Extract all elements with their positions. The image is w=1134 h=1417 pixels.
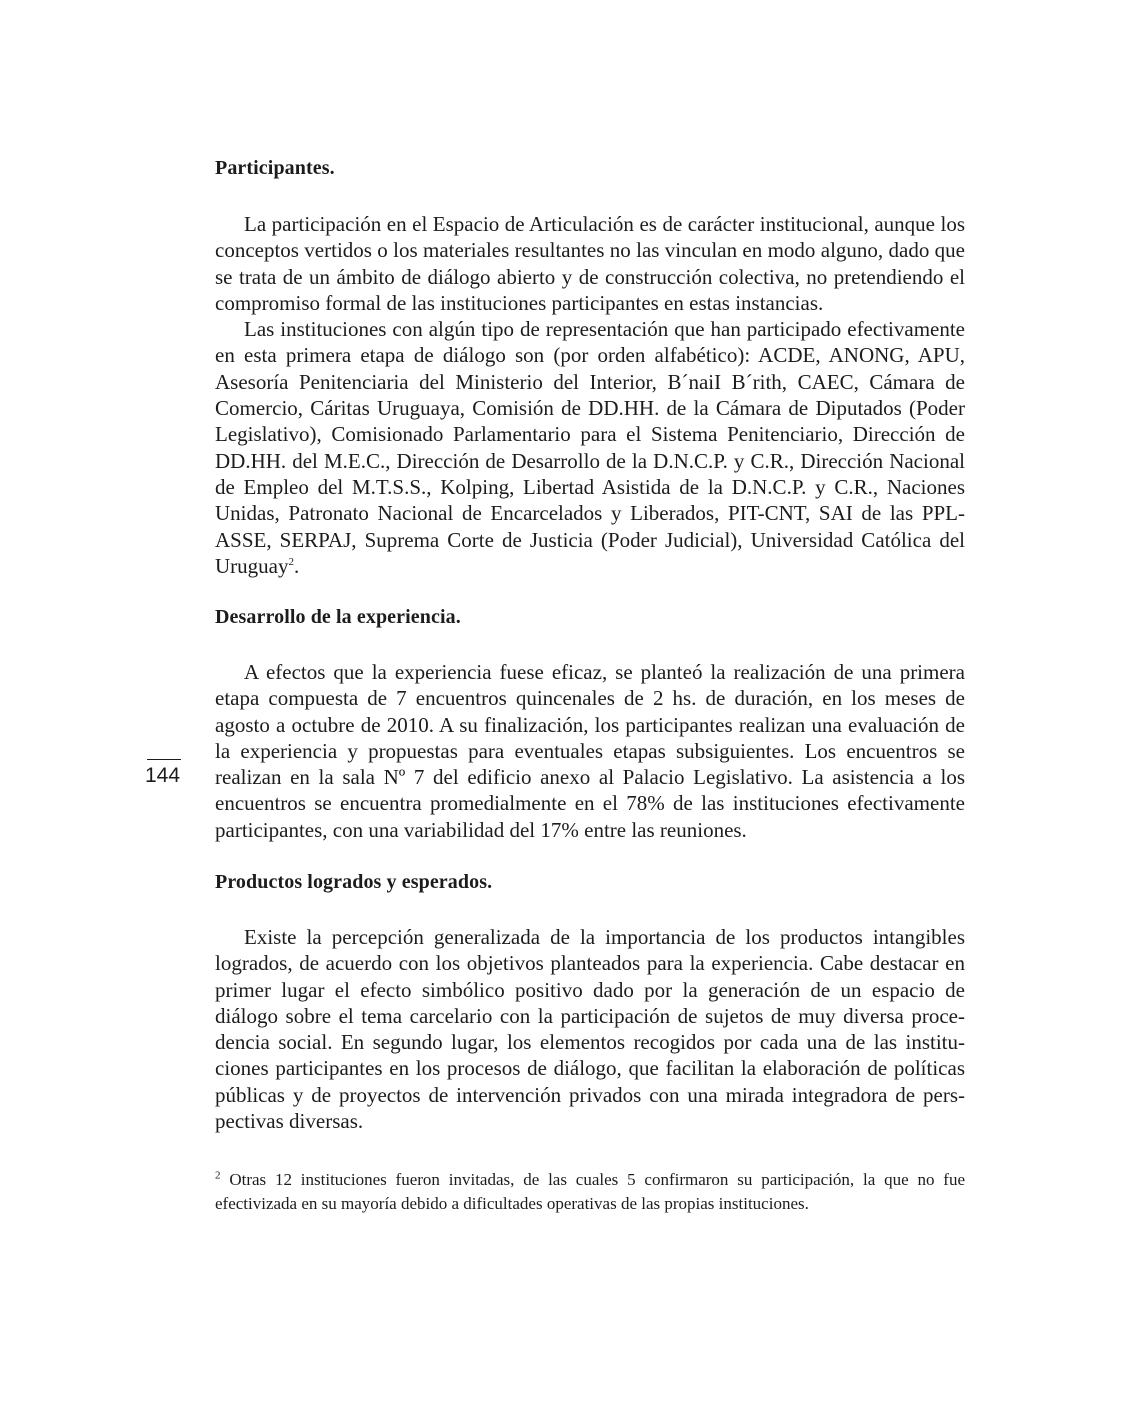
paragraph: A efectos que la experiencia fuese eficaz, se planteó la realización de una primera etapa compuesta de 7 encuentros quincenales de 2 hs. de duración, en los meses de agosto a octubre de 2010. A su finalización, los participantes realizan una evaluación de la experiencia y propuestas para eventuales etapas subsiguientes. Los encuentros se realizan en la sala Nº 7 del edificio anexo al Palacio Legislativo. La asistencia a los encuentros se encuentra promedialmente en el 78% de las instituciones efectivamente participantes, con una variabilidad del 17% entre las reuniones. [215, 660, 965, 842]
section-body-desarrollo [215, 659, 965, 843]
paragraph-institutions [215, 316, 965, 579]
paragraph-end-punct: . [293, 553, 300, 578]
section-body-productos [215, 924, 965, 1134]
footnote-reference[interactable]: 2 [288, 555, 294, 568]
paragraph: La participación en el Espacio de Articulación es de carácter institucional, aunque los conceptos vertidos o los materiales resultantes no las vinculan en modo alguno, dado que se trata de un ámbito de diálogo abierto y de construcción colectiva, no pretendiendo el compromiso formal de las instituciones participantes en estas instancias. [215, 212, 965, 315]
footnote-text: Otras 12 instituciones fueron invitadas, de las cuales 5 confirmaron su participación, la que no fue efectivizada en su mayoría debido a dificultades operativas de las propias instituciones. [215, 1170, 965, 1213]
footnote [215, 1168, 965, 1216]
section-heading-participantes: Participantes. [215, 157, 335, 179]
footnote-marker: 2 [215, 1169, 221, 1182]
section-heading-desarrollo: Desarrollo de la experiencia. [215, 606, 461, 628]
section-body-participantes [215, 211, 965, 579]
section-heading-productos: Productos logrados y esperados. [215, 871, 493, 893]
paragraph-text: Las instituciones con algún tipo de representación que han participado efectivamente en esta primera etapa de diálogo son (por orden alfabético): ACDE, ANONG, APU, Asesoría Penitenciaria del Ministerio del Interior, B´naiI B´rith, CAEC, Cámara de Comercio, Cáritas Uruguaya, Comisión de DD.HH. de la Cámara de Diputados (Poder Legislativo), Comisionado Parlamentario para el Sistema Penitenciario, Dirección de DD.HH. del M.E.C., Dirección de Desarrollo de la D.N.C.P. y C.R., Dirección Nacional de Empleo del M.T.S.S., Kolping, Libertad Asistida de la D.N.C.P. y C.R., Naciones Unidas, Patronato Nacional de Encarcelados y Liberados, PIT-CNT, SAI de las PPL-ASSE, SERPAJ, Suprema Corte de Justicia (Poder Judicial), Universidad Católica del Uruguay [215, 317, 965, 578]
page-number-rule [147, 759, 181, 760]
page-number: 144 [145, 764, 181, 787]
paragraph: Existe la percepción generalizada de la importancia de los productos intangibles logrados, de acuerdo con los objetivos planteados para la experiencia. Cabe destacar en primer lugar el efecto simbólico positivo dado por la generación de un espacio de diálogo sobre el tema carcelario con la participación de sujetos de muy diversa procedencia social. En segundo lugar, los elementos recogidos por cada una de las instituciones participantes en los procesos de diálogo, que facilitan la elaboración de políticas públicas y de proyectos de intervención privados con una mirada integradora de perspectivas diversas. [215, 925, 965, 1134]
